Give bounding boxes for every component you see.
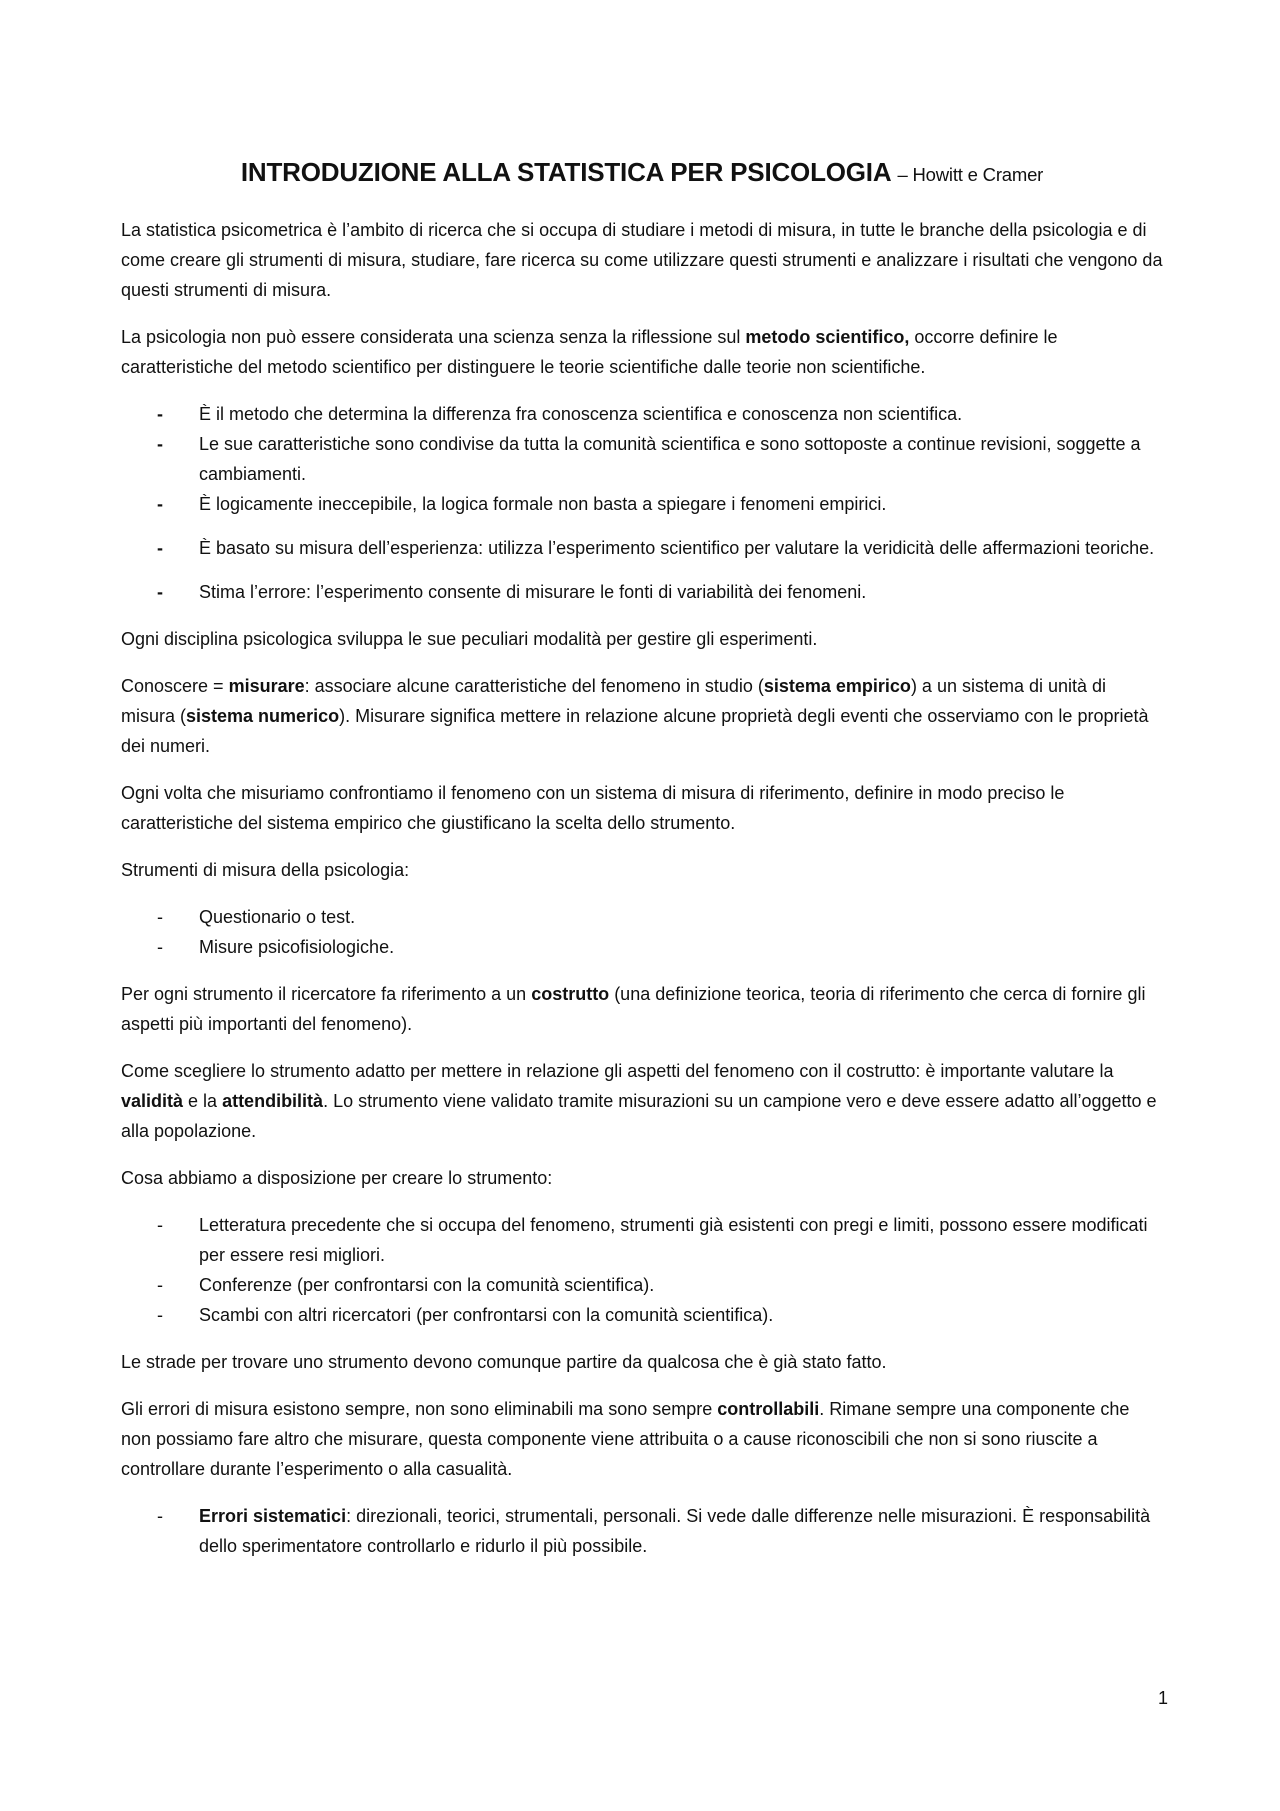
list-item-text: Questionario o test. (199, 907, 356, 927)
paragraph-resources-heading: Cosa abbiamo a disposizione per creare lo strumento: (121, 1168, 553, 1188)
page-number: 1 (1157, 1688, 1168, 1708)
list-item-text: È basato su misura dell’esperienza: utilizza l’esperimento scientifico per valutare la veridicità delle affermazioni teoriche. (199, 538, 1155, 558)
list-item (157, 932, 1163, 962)
text-run: occorre definire le caratteristiche del metodo scientifico per distinguere le teorie scientifiche dalle teorie non scientifiche. (121, 327, 1058, 377)
bold-term: metodo scientifico, (745, 327, 910, 347)
text-run: ). Misurare significa mettere in relazione alcune proprietà degli eventi che osserviamo con le proprietà dei numeri. (121, 706, 1149, 756)
method-characteristics-list (121, 399, 1163, 607)
dash-bullet: - (157, 1275, 163, 1295)
bold-term: misurare (228, 676, 305, 696)
list-item-text: È il metodo che determina la differenza fra conoscenza scientifica e conoscenza non scientifica. (199, 404, 963, 424)
list-item (157, 577, 1163, 607)
text-run: La psicologia non può essere considerata una scienza senza la riflessione sul (121, 327, 746, 347)
paragraph-paths: Le strade per trovare uno strumento devono comunque partire da qualcosa che è già stato fatto. (121, 1352, 887, 1372)
list-item (157, 429, 1163, 489)
dash-bullet: - (157, 434, 163, 454)
paragraph-instruments-heading: Strumenti di misura della psicologia: (121, 860, 410, 880)
paragraph-construct (121, 979, 1163, 1039)
text-run: Gli errori di misura esistono sempre, non sono eliminabili ma sono sempre (121, 1399, 718, 1419)
list-item-text: Misure psicofisiologiche. (199, 937, 395, 957)
bold-term: sistema empirico (763, 676, 911, 696)
text-run: Per ogni strumento il ricercatore fa riferimento a un (121, 984, 532, 1004)
paragraph-reference-system: Ogni volta che misuriamo confrontiamo il fenomeno con un sistema di misura di riferimento, definire in modo preciso le caratteristiche del sistema empirico che giustificano la scelta dello strumento. (121, 783, 1065, 833)
text-run: (una definizione teorica, teoria di riferimento che cerca di fornire gli aspetti più importanti del fenomeno). (121, 984, 1146, 1034)
dash-bullet: - (157, 907, 163, 927)
dash-bullet: - (157, 538, 163, 558)
bold-term: sistema numerico (186, 706, 340, 726)
list-item-text: Conferenze (per confrontarsi con la comunità scientifica). (199, 1275, 655, 1295)
text-run: : associare alcune caratteristiche del fenomeno in studio ( (304, 676, 764, 696)
paragraph-measurement-errors (121, 1394, 1163, 1484)
dash-bullet: - (157, 1215, 163, 1235)
list-item (157, 489, 1163, 519)
bold-term: validità (121, 1091, 184, 1111)
paragraph-intro: La statistica psicometrica è l’ambito di ricerca che si occupa di studiare i metodi di misura, in tutte le branche della psicologia e di come creare gli strumenti di misura, studiare, fare ricerca su come utilizzare questi strumenti e analizzare i risultati che vengono da questi strumenti di misura. (121, 220, 1163, 300)
dash-bullet: - (157, 582, 163, 602)
paragraph-measure (121, 671, 1163, 761)
dash-bullet: - (157, 1305, 163, 1325)
bold-term: controllabili (717, 1399, 820, 1419)
list-item (157, 1270, 1163, 1300)
document-title (121, 154, 1163, 193)
list-item (157, 1501, 1163, 1561)
list-item (157, 1210, 1163, 1270)
list-item-text: Letteratura precedente che si occupa del fenomeno, strumenti già esistenti con pregi e limiti, possono essere modificati per essere resi migliori. (199, 1215, 1148, 1265)
list-item-text: Scambi con altri ricercatori (per confrontarsi con la comunità scientifica). (199, 1305, 774, 1325)
bold-term: costrutto (531, 984, 610, 1004)
title-main: INTRODUZIONE ALLA STATISTICA PER PSICOLOGIA (240, 157, 891, 187)
bold-term: Errori sistematici (199, 1506, 347, 1526)
list-item-text: Le sue caratteristiche sono condivise da tutta la comunità scientifica e sono sottoposte a continue revisioni, soggette a cambiamenti. (199, 434, 1141, 484)
title-authors: – Howitt e Cramer (897, 164, 1044, 185)
list-item-text: È logicamente ineccepibile, la logica formale non basta a spiegare i fenomeni empirici. (199, 494, 887, 514)
dash-bullet: - (157, 937, 163, 957)
text-run: Come scegliere lo strumento adatto per mettere in relazione gli aspetti del fenomeno con il costrutto: è importante valutare la (121, 1061, 1114, 1081)
list-item (157, 902, 1163, 932)
dash-bullet: - (157, 404, 163, 424)
text-run: e la (183, 1091, 223, 1111)
list-item-text: Stima l’errore: l’esperimento consente di misurare le fonti di variabilità dei fenomeni. (199, 582, 867, 602)
bold-term: attendibilità (222, 1091, 324, 1111)
paragraph-validity (121, 1056, 1163, 1146)
text-run: . Rimane sempre una componente che non possiamo fare altro che misurare, questa componente viene attribuita o a cause riconoscibili che non si sono riuscite a controllare durante l’esperimento o alla casualità. (121, 1399, 1130, 1479)
text-run: . Lo strumento viene validato tramite misurazioni su un campione vero e deve essere adatto all’oggetto e alla popolazione. (121, 1091, 1157, 1141)
paragraph-scientific-method (121, 322, 1163, 382)
list-item (157, 1300, 1163, 1330)
document-page (121, 154, 1163, 1578)
paragraph-disciplines: Ogni disciplina psicologica sviluppa le sue peculiari modalità per gestire gli esperimenti. (121, 629, 818, 649)
dash-bullet: - (157, 494, 163, 514)
dash-bullet: - (157, 1506, 163, 1526)
list-item-text: : direzionali, teorici, strumentali, personali. Si vede dalle differenze nelle misurazioni. È responsabilità dello sperimentatore controllarlo e ridurlo il più possibile. (199, 1506, 1151, 1556)
list-item (157, 533, 1163, 563)
text-run: ) a un sistema di unità di misura ( (121, 676, 1107, 726)
list-item (157, 399, 1163, 429)
error-types-list (121, 1501, 1163, 1561)
resources-list (121, 1210, 1163, 1330)
text-run: Conoscere = (121, 676, 229, 696)
instruments-list (121, 902, 1163, 962)
